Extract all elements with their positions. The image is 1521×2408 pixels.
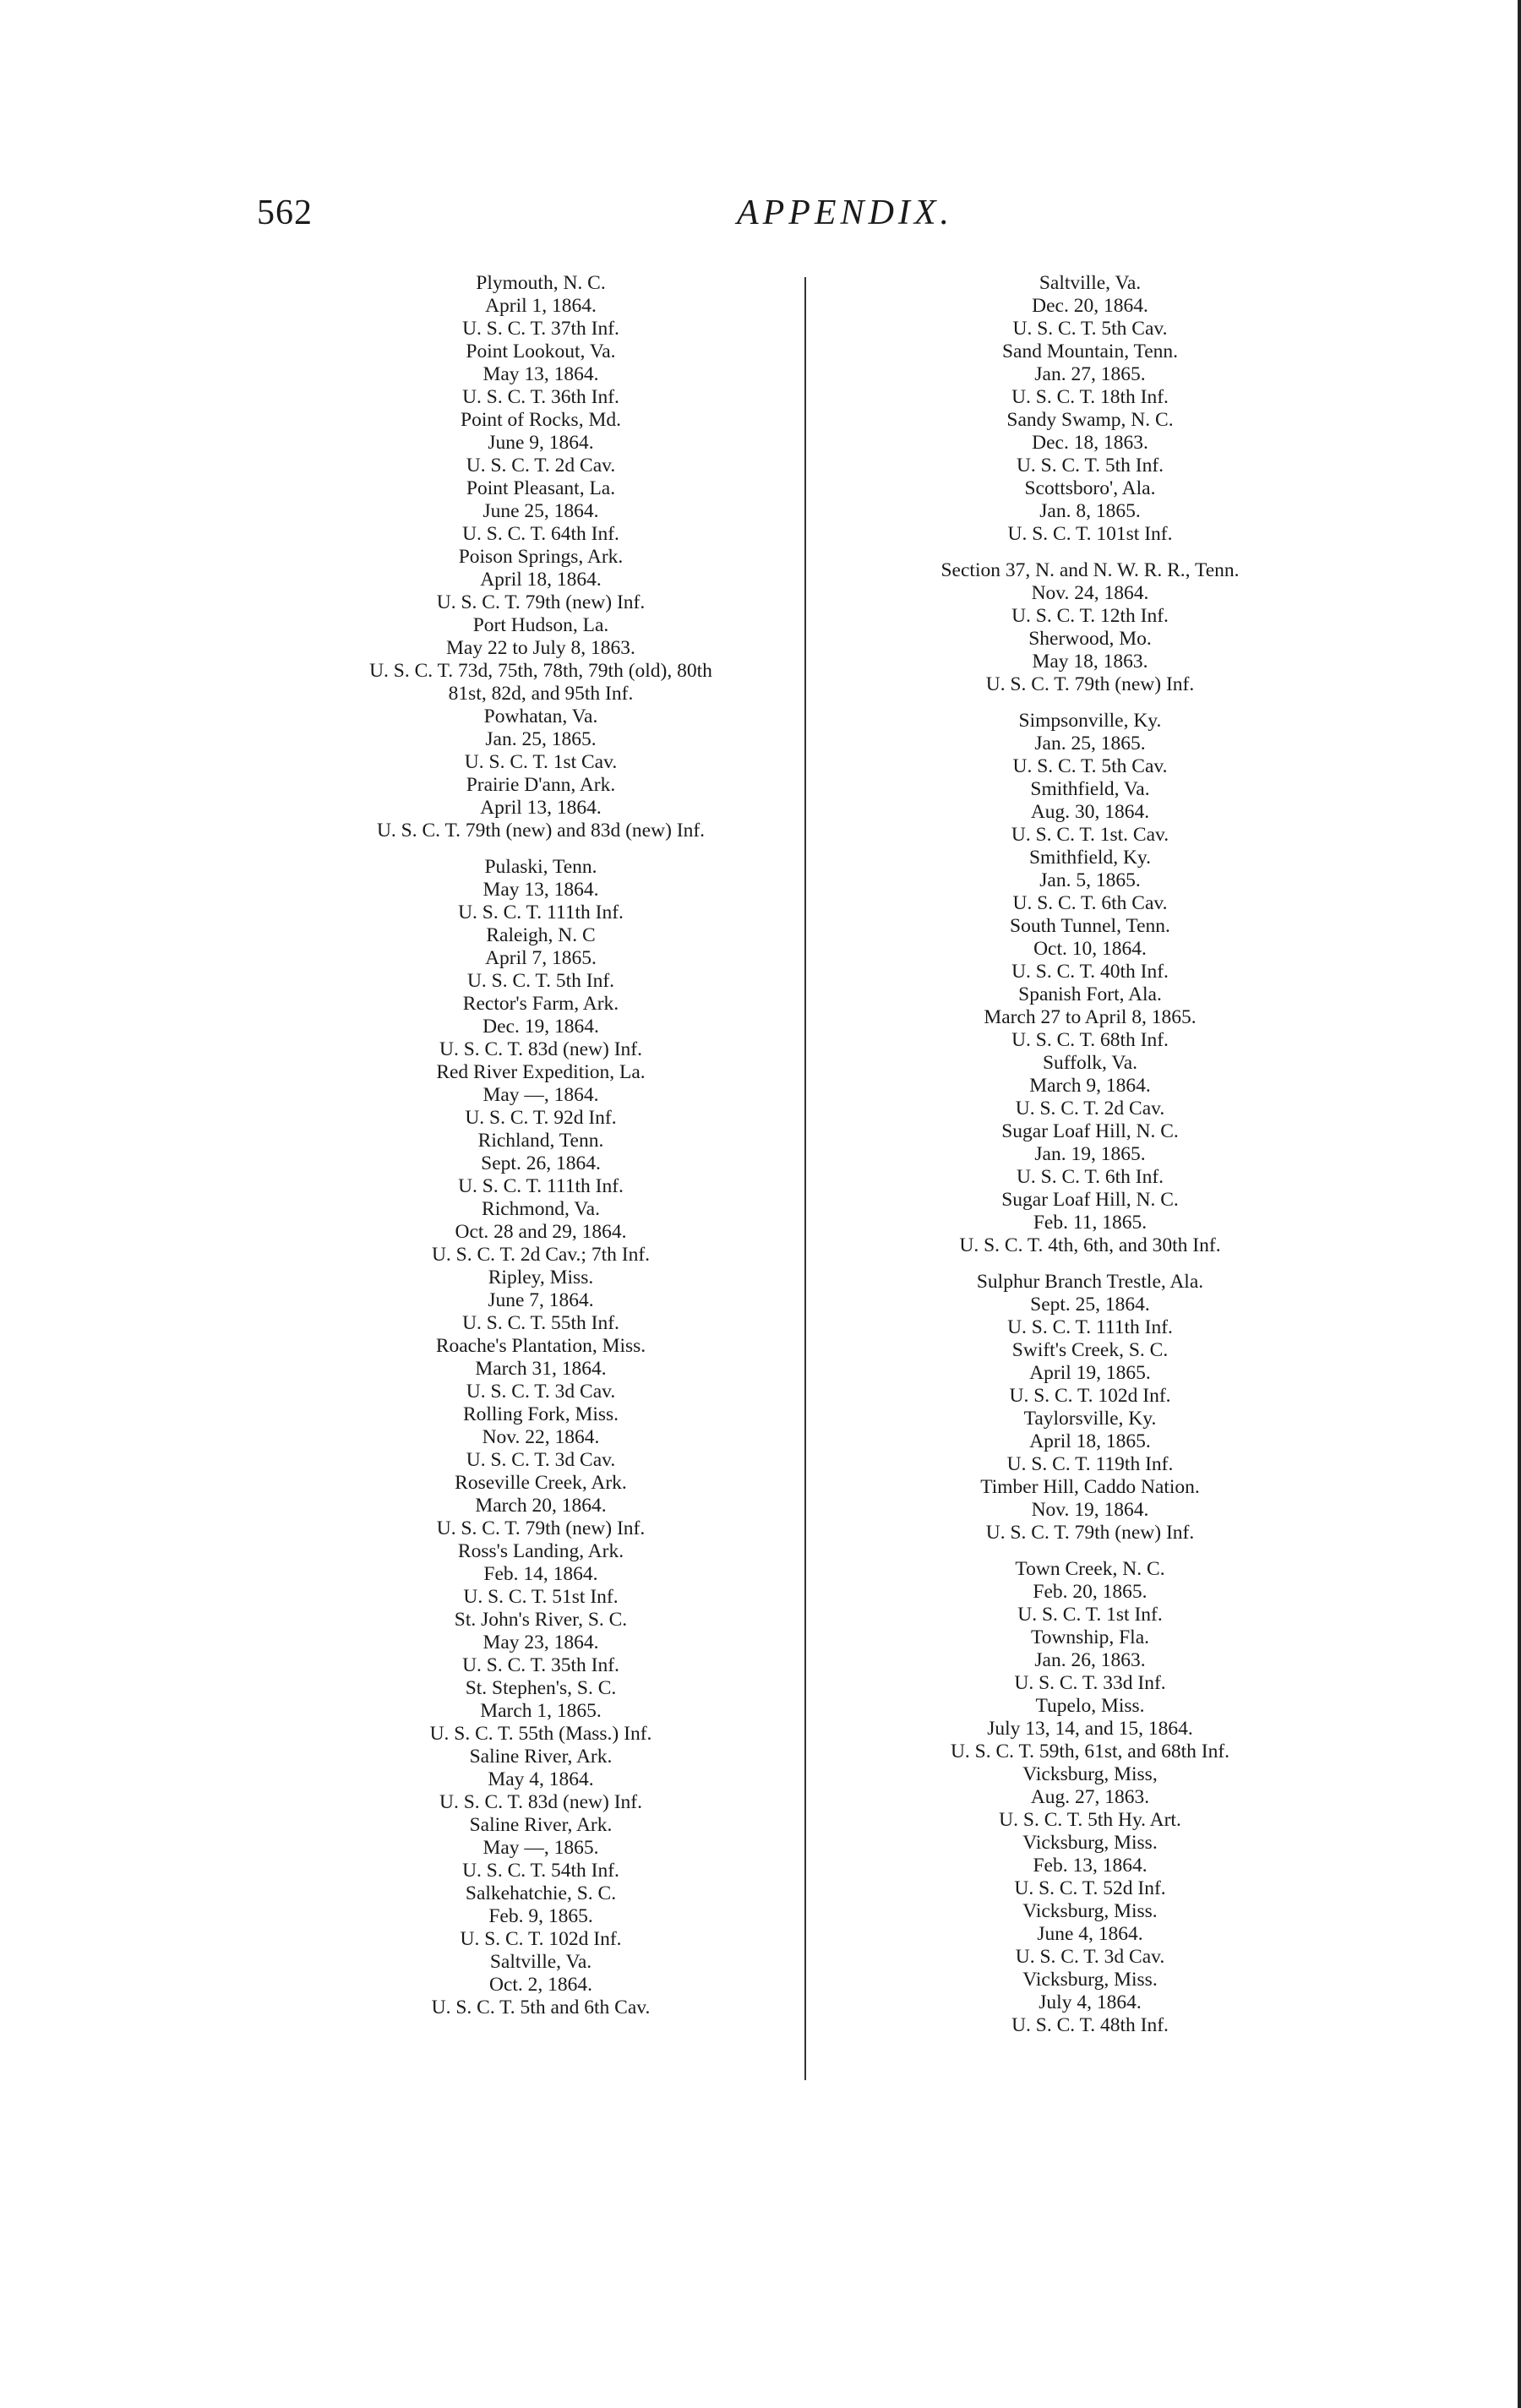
battle-entry: [463, 1403, 619, 1472]
battle-entry: [1001, 1120, 1179, 1189]
battle-entry: [1007, 1408, 1174, 1476]
battle-entry: [1016, 1052, 1164, 1120]
entry-place: Richmond, Va.: [482, 1198, 600, 1220]
entry-date: Feb. 14, 1864.: [483, 1563, 598, 1585]
battle-entry: [437, 1472, 646, 1540]
entry-date: Jan. 25, 1865.: [485, 728, 597, 750]
entry-troops: U. S. C. T. 5th Cav.: [1012, 318, 1168, 340]
entry-date: Feb. 13, 1864.: [1033, 1855, 1148, 1877]
entry-date: Jan. 27, 1865.: [1034, 363, 1146, 385]
entry-date: Sept. 26, 1864.: [481, 1152, 601, 1174]
entry-date: June 7, 1864.: [488, 1289, 594, 1311]
battle-entry: [430, 1677, 652, 1746]
entry-date: April 19, 1865.: [1029, 1362, 1151, 1384]
entry-date: May 4, 1864.: [488, 1768, 594, 1790]
battle-entry: [455, 1609, 627, 1677]
entry-troops: U. S. C. T. 6th Cav.: [1012, 892, 1168, 914]
entry-troops: U. S. C. T. 2d Cav.: [466, 455, 616, 477]
entry-date: April 18, 1864.: [480, 569, 602, 591]
entry-date: May 22 to July 8, 1863.: [446, 637, 635, 659]
entry-place: St. John's River, S. C.: [454, 1609, 628, 1631]
entry-troops: U. S. C. T. 111th Inf.: [458, 902, 624, 923]
battle-entry: [462, 1267, 619, 1335]
entry-place: Ripley, Miss.: [488, 1267, 594, 1288]
entry-place: Richland, Tenn.: [477, 1130, 604, 1152]
entry-date: Feb. 11, 1865.: [1033, 1212, 1148, 1234]
entry-date: March 9, 1864.: [1029, 1075, 1151, 1097]
battle-entry: [458, 856, 624, 924]
entry-troops: U. S. C. T. 1st Cav.: [464, 751, 618, 773]
entry-place: Tupelo, Miss.: [1035, 1695, 1145, 1717]
entry-troops: U. S. C. T. 102d Inf.: [460, 1928, 622, 1950]
entry-place: Point Pleasant, La.: [466, 477, 616, 499]
entry-date: Jan. 5, 1865.: [1039, 869, 1141, 891]
entry-date: Jan. 25, 1865.: [1034, 733, 1146, 755]
entry-troops: U. S. C. T. 83d (new) Inf.: [439, 1038, 642, 1060]
battle-entry: [377, 774, 705, 842]
entry-place: Salkehatchie, S. C.: [465, 1882, 617, 1904]
entry-troops: U. S. C. T. 12th Inf.: [1011, 605, 1169, 627]
entry-place: Sugar Loaf Hill, N. C.: [1001, 1189, 1179, 1211]
battle-entry: [460, 1882, 621, 1951]
left-column: [287, 272, 794, 2019]
battle-entry: [1012, 272, 1167, 340]
entry-date: June 25, 1864.: [482, 500, 599, 522]
battle-entry: [458, 1130, 624, 1198]
entry-troops: U. S. C. T. 3d Cav.: [466, 1381, 616, 1403]
battle-entry: [437, 546, 646, 614]
battle-entry: [980, 1476, 1200, 1544]
entry-place: Suffolk, Va.: [1042, 1052, 1138, 1074]
entry-place: Saline River, Ark.: [469, 1746, 613, 1768]
entry-place: Scottsboro', Ala.: [1024, 477, 1156, 499]
battle-entry: [458, 1540, 624, 1609]
entry-troops: U. S. C. T. 83d (new) Inf.: [439, 1791, 642, 1813]
entry-troops: U. S. C. T. 4th, 6th, and 30th Inf.: [959, 1234, 1221, 1256]
entry-place: Smithfield, Va.: [1030, 778, 1150, 800]
battle-entry: [1012, 847, 1167, 915]
battle-entry: [436, 1335, 646, 1403]
running-head: APPENDIX.: [736, 193, 954, 232]
entry-place: Raleigh, N. C: [486, 924, 596, 946]
battle-entry: [986, 628, 1195, 696]
entry-date: Feb. 9, 1865.: [488, 1905, 593, 1927]
entry-troops: U. S. C. T. 3d Cav.: [466, 1449, 616, 1471]
entry-date: March 20, 1864.: [475, 1495, 607, 1517]
entry-date: Dec. 18, 1863.: [1032, 432, 1148, 454]
entry-place: Vicksburg, Miss,: [1022, 1763, 1158, 1785]
battle-entry: [999, 1763, 1181, 1832]
entry-date: April 1, 1864.: [485, 295, 597, 317]
entry-troops: U. S. C. T. 68th Inf.: [1011, 1029, 1169, 1051]
entry-place: Swift's Creek, S. C.: [1011, 1339, 1169, 1361]
entry-place: Vicksburg, Miss.: [1022, 1832, 1158, 1854]
entry-troops: U. S. C. T. 102d Inf.: [1009, 1385, 1171, 1407]
battle-entry: [462, 340, 619, 409]
entry-troops: U. S. C. T. 51st Inf.: [463, 1586, 619, 1608]
entry-troops: U. S. C. T. 5th Hy. Art.: [999, 1809, 1181, 1831]
entry-date: Aug. 27, 1863.: [1030, 1786, 1150, 1808]
entry-troops: U. S. C. T. 36th Inf.: [462, 386, 619, 408]
page-number: 562: [257, 193, 313, 232]
battle-entry: [1015, 1558, 1164, 1626]
entry-date: Jan. 19, 1865.: [1034, 1143, 1146, 1165]
entry-troops: U. S. C. T. 111th Inf.: [1007, 1316, 1173, 1338]
battle-entry: [1014, 1626, 1165, 1695]
battle-entry: [1002, 340, 1178, 409]
entry-date: March 31, 1864.: [475, 1358, 607, 1380]
battle-entry: [465, 706, 617, 774]
entry-date: May 18, 1863.: [1032, 651, 1148, 673]
entry-place: Timber Hill, Caddo Nation.: [980, 1476, 1200, 1498]
entry-troops: U. S. C. T. 33d Inf.: [1014, 1672, 1166, 1694]
battle-entry: [439, 993, 642, 1061]
entry-date: March 27 to April 8, 1865.: [984, 1006, 1197, 1028]
entry-date: Oct. 10, 1864.: [1033, 938, 1147, 960]
entry-troops: U. S. C. T. 48th Inf.: [1011, 2014, 1169, 2036]
entry-troops: U. S. C. T. 40th Inf.: [1011, 961, 1169, 983]
entry-troops: U. S. C. T. 18th Inf.: [1011, 386, 1169, 408]
battle-entry: [1006, 409, 1173, 477]
entry-place: South Tunnel, Tenn.: [1010, 915, 1170, 937]
entry-place: Powhatan, Va.: [483, 706, 598, 727]
battle-entry: [1011, 1969, 1169, 2037]
entry-place: Township, Fla.: [1030, 1626, 1149, 1648]
entry-date: Feb. 20, 1865.: [1033, 1581, 1148, 1603]
entry-place: Sulphur Branch Trestle, Ala.: [976, 1271, 1204, 1293]
entry-troops: U. S. C. T. 5th Cav.: [1012, 755, 1168, 777]
entry-troops: U. S. C. T. 5th and 6th Cav.: [431, 1997, 651, 2018]
entry-place: Rolling Fork, Miss.: [462, 1403, 619, 1425]
entry-date: April 13, 1864.: [480, 797, 602, 819]
entry-place: Port Hudson, La.: [472, 614, 609, 636]
entry-troops: U. S. C. T. 73d, 75th, 78th, 79th (old), 80th: [369, 660, 712, 682]
entry-troops: U. S. C. T. 37th Inf.: [462, 318, 619, 340]
entry-troops: U. S. C. T. 79th (new) Inf.: [985, 673, 1195, 695]
battle-entry: [432, 1198, 650, 1267]
battle-entry: [959, 1189, 1220, 1257]
entry-place: Section 37, N. and N. W. R. R., Tenn.: [940, 559, 1240, 581]
battle-entry: [432, 1951, 651, 2019]
battle-entry: [1014, 1832, 1165, 1900]
entry-troops: U. S. C. T. 2d Cav.: [1015, 1098, 1165, 1120]
entry-troops: U. S. C. T. 92d Inf.: [465, 1107, 617, 1129]
entry-troops-continued: 81st, 82d, and 95th Inf.: [448, 683, 634, 705]
entry-place: Simpsonville, Ky.: [1018, 710, 1162, 732]
battle-entry: [462, 272, 619, 340]
entry-place: Sandy Swamp, N. C.: [1006, 409, 1174, 431]
entry-place: Vicksburg, Miss.: [1022, 1969, 1158, 1991]
entry-date: Dec. 20, 1864.: [1032, 295, 1148, 317]
entry-place: Sugar Loaf Hill, N. C.: [1001, 1120, 1179, 1142]
entry-date: Nov. 22, 1864.: [482, 1426, 600, 1448]
entry-troops: U. S. C. T. 6th Inf.: [1016, 1166, 1164, 1188]
column-divider: [804, 277, 806, 2080]
battle-entry: [1010, 915, 1170, 983]
entry-place: Saltville, Va.: [1039, 272, 1142, 294]
entry-troops: U. S. C. T. 111th Inf.: [458, 1175, 624, 1197]
entry-date: Sept. 25, 1864.: [1030, 1294, 1150, 1316]
entry-troops: U. S. C. T. 101st Inf.: [1007, 523, 1173, 545]
entry-place: St. Stephen's, S. C.: [465, 1677, 617, 1699]
battle-entry: [369, 614, 712, 706]
entry-troops: U. S. C. T. 79th (new) Inf.: [436, 1517, 646, 1539]
entry-place: Sand Mountain, Tenn.: [1001, 340, 1179, 362]
entry-date: May 13, 1864.: [482, 879, 599, 901]
entry-troops: U. S. C. T. 119th Inf.: [1006, 1453, 1174, 1475]
battle-entry: [462, 1814, 619, 1882]
entry-troops: U. S. C. T. 5th Inf.: [466, 970, 615, 992]
page-edge-shadow: [1518, 0, 1521, 2408]
battle-entry: [951, 1695, 1229, 1763]
entry-place: Plymouth, N. C.: [476, 272, 606, 294]
entry-date: Dec. 19, 1864.: [482, 1016, 599, 1038]
entry-date: March 1, 1865.: [480, 1700, 602, 1722]
entry-place: Saltville, Va.: [489, 1951, 592, 1973]
entry-troops: U. S. C. T. 2d Cav.; 7th Inf.: [431, 1244, 651, 1266]
entry-place: Sherwood, Mo.: [1028, 628, 1152, 650]
entry-place: Point Lookout, Va.: [466, 340, 616, 362]
entry-date: Oct. 2, 1864.: [488, 1974, 593, 1996]
entry-place: Pulaski, Tenn.: [484, 856, 597, 878]
entry-place: Spanish Fort, Ala.: [1018, 983, 1162, 1005]
battle-entry: [1012, 710, 1167, 778]
battle-entry: [461, 409, 621, 477]
entry-place: Roache's Plantation, Miss.: [435, 1335, 646, 1357]
entry-troops: U. S. C. T. 55th Inf.: [462, 1312, 619, 1334]
entry-date: Aug. 30, 1864.: [1030, 801, 1150, 823]
entry-place: Taylorsville, Ky.: [1023, 1408, 1157, 1430]
entry-place: Red River Expedition, La.: [436, 1061, 646, 1083]
entry-place: Vicksburg, Miss.: [1022, 1900, 1158, 1922]
right-column: [837, 272, 1344, 2037]
entry-place: Poison Springs, Ark.: [458, 546, 624, 568]
entry-date: June 9, 1864.: [488, 432, 594, 454]
entry-place: Rector's Farm, Ark.: [462, 993, 619, 1015]
battle-entry: [1016, 1900, 1164, 1969]
entry-place: Roseville Creek, Ark.: [455, 1472, 627, 1494]
battle-entry: [1008, 477, 1173, 546]
entry-place: Smithfield, Ky.: [1028, 847, 1152, 869]
entry-date: May —, 1864.: [482, 1084, 599, 1106]
entry-date: June 4, 1864.: [1037, 1923, 1143, 1945]
entry-date: April 7, 1865.: [485, 947, 597, 969]
entry-date: May 23, 1864.: [482, 1632, 599, 1653]
entry-date: July 4, 1864.: [1039, 1991, 1142, 2013]
battle-entry: [1011, 778, 1169, 847]
entry-troops: U. S. C. T. 52d Inf.: [1014, 1877, 1166, 1899]
entry-date: Oct. 28 and 29, 1864.: [455, 1221, 627, 1243]
battle-entry: [1009, 1339, 1170, 1408]
entry-place: Saline River, Ark.: [469, 1814, 613, 1836]
entry-date: Jan. 8, 1865.: [1039, 500, 1141, 522]
entry-date: May 13, 1864.: [482, 363, 599, 385]
battle-entry: [984, 983, 1196, 1052]
entry-troops: U. S. C. T. 79th (new) Inf.: [436, 591, 646, 613]
entry-troops: U. S. C. T. 1st Inf.: [1017, 1604, 1163, 1626]
entry-troops: U. S. C. T. 54th Inf.: [462, 1860, 619, 1882]
battle-entry: [467, 924, 614, 993]
entry-troops: U. S. C. T. 3d Cav.: [1015, 1946, 1165, 1968]
entry-date: Nov. 19, 1864.: [1031, 1499, 1149, 1521]
battle-entry: [436, 1061, 645, 1130]
entry-troops: U. S. C. T. 55th (Mass.) Inf.: [429, 1723, 652, 1745]
entry-troops: U. S. C. T. 79th (new) Inf.: [985, 1522, 1195, 1544]
entry-troops: U. S. C. T. 1st. Cav.: [1011, 824, 1169, 846]
entry-place: Ross's Landing, Ark.: [457, 1540, 624, 1562]
entry-troops: U. S. C. T. 59th, 61st, and 68th Inf.: [950, 1741, 1230, 1762]
entry-date: Nov. 24, 1864.: [1031, 582, 1149, 604]
entry-date: July 13, 14, and 15, 1864.: [987, 1718, 1193, 1740]
battle-entry: [439, 1746, 642, 1814]
entry-date: May —, 1865.: [482, 1837, 599, 1859]
entry-place: Point of Rocks, Md.: [461, 409, 621, 431]
entry-date: Jan. 26, 1863.: [1034, 1649, 1146, 1671]
battle-entry: [462, 477, 619, 546]
entry-troops: U. S. C. T. 64th Inf.: [462, 523, 619, 545]
entry-troops: U. S. C. T. 5th Inf.: [1016, 455, 1164, 477]
battle-entry: [940, 559, 1239, 628]
entry-place: Prairie D'ann, Ark.: [466, 774, 616, 796]
battle-entry: [977, 1271, 1203, 1339]
entry-troops: U. S. C. T. 35th Inf.: [462, 1654, 619, 1676]
entry-place: Town Creek, N. C.: [1015, 1558, 1165, 1580]
entry-date: April 18, 1865.: [1029, 1430, 1151, 1452]
entry-troops: U. S. C. T. 79th (new) and 83d (new) Inf.: [376, 820, 706, 842]
